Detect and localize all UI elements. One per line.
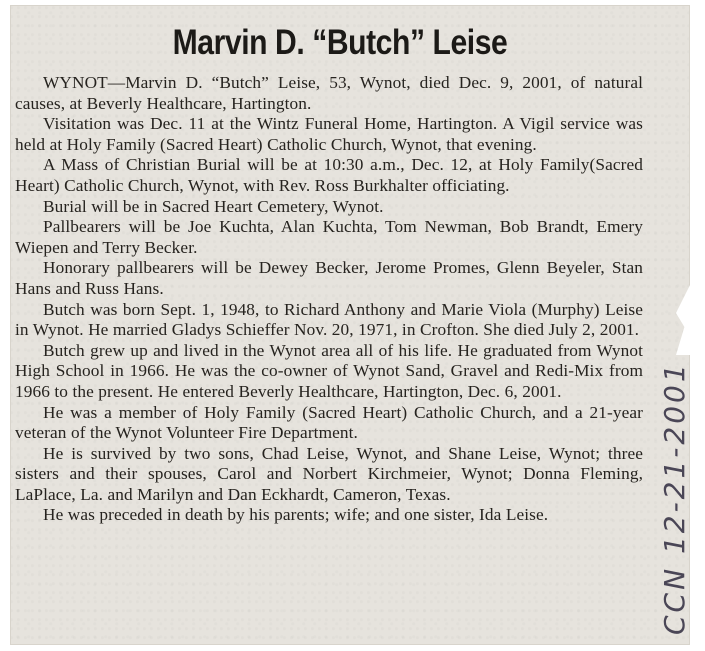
paragraph-honorary-pallbearers: Honorary pallbearers will be Dewey Becker, Jerome Promes, Glenn Beyeler, Stan Hans and Russ Hans. [15,258,643,298]
paragraph-burial: Burial will be in Sacred Heart Cemetery, Wynot. [43,196,384,216]
paragraph-death-notice: WYNOT—Marvin D. “Butch” Leise, 53, Wynot, died Dec. 9, 2001, of natural causes, at Beverly Healthcare, Hartington. [15,73,643,113]
obituary-body [15,73,643,526]
paragraph-life: Butch grew up and lived in the Wynot area all of his life. He graduated from Wynot High School in 1966. He was the co-owner of Wynot Sand, Gravel and Redi-Mix from 1966 to the present. He entered Beverly Healthcare, Hartington, Dec. 6, 2001. [15,340,643,401]
paragraph-preceded: He was preceded in death by his parents; wife; and one sister, Ida Leise. [43,505,549,525]
handwritten-date-note: CCN 12-21-2001 [658,361,691,635]
obituary-headline: Marvin D. “Butch” Leise [172,23,508,62]
torn-edge [676,285,690,355]
newspaper-clipping [10,5,690,645]
paragraph-mass: A Mass of Christian Burial will be at 10:30 a.m., Dec. 12, at Holy Family(Sacred Heart) Catholic Church, Wynot, with Rev. Ross Burkhalter officiating. [15,155,643,195]
paragraph-pallbearers: Pallbearers will be Joe Kuchta, Alan Kuchta, Tom Newman, Bob Brandt, Emery Wiepen and Terry Becker. [15,217,643,257]
paragraph-membership: He was a member of Holy Family (Sacred Heart) Catholic Church, and a 21-year veteran of the Wynot Volunteer Fire Department. [15,402,643,443]
paragraph-survivors: He is survived by two sons, Chad Leise, Wynot, and Shane Leise, Wynot; three sisters and their spouses, Carol and Norbert Kirchmeier, Wynot; Donna Fleming, LaPlace, La. and Marilyn and Dan Eckhardt, Cameron, Texas. [15,443,643,504]
paragraph-visitation: Visitation was Dec. 11 at the Wintz Funeral Home, Hartington. A Vigil service was held at Holy Family (Sacred Heart) Catholic Church, Wynot, that evening. [15,114,643,154]
paragraph-birth-marriage: Butch was born Sept. 1, 1948, to Richard Anthony and Marie Viola (Murphy) Leise in Wynot. He married Gladys Schieffer Nov. 20, 1971, in Crofton. She died July 2, 2001. [15,299,643,340]
